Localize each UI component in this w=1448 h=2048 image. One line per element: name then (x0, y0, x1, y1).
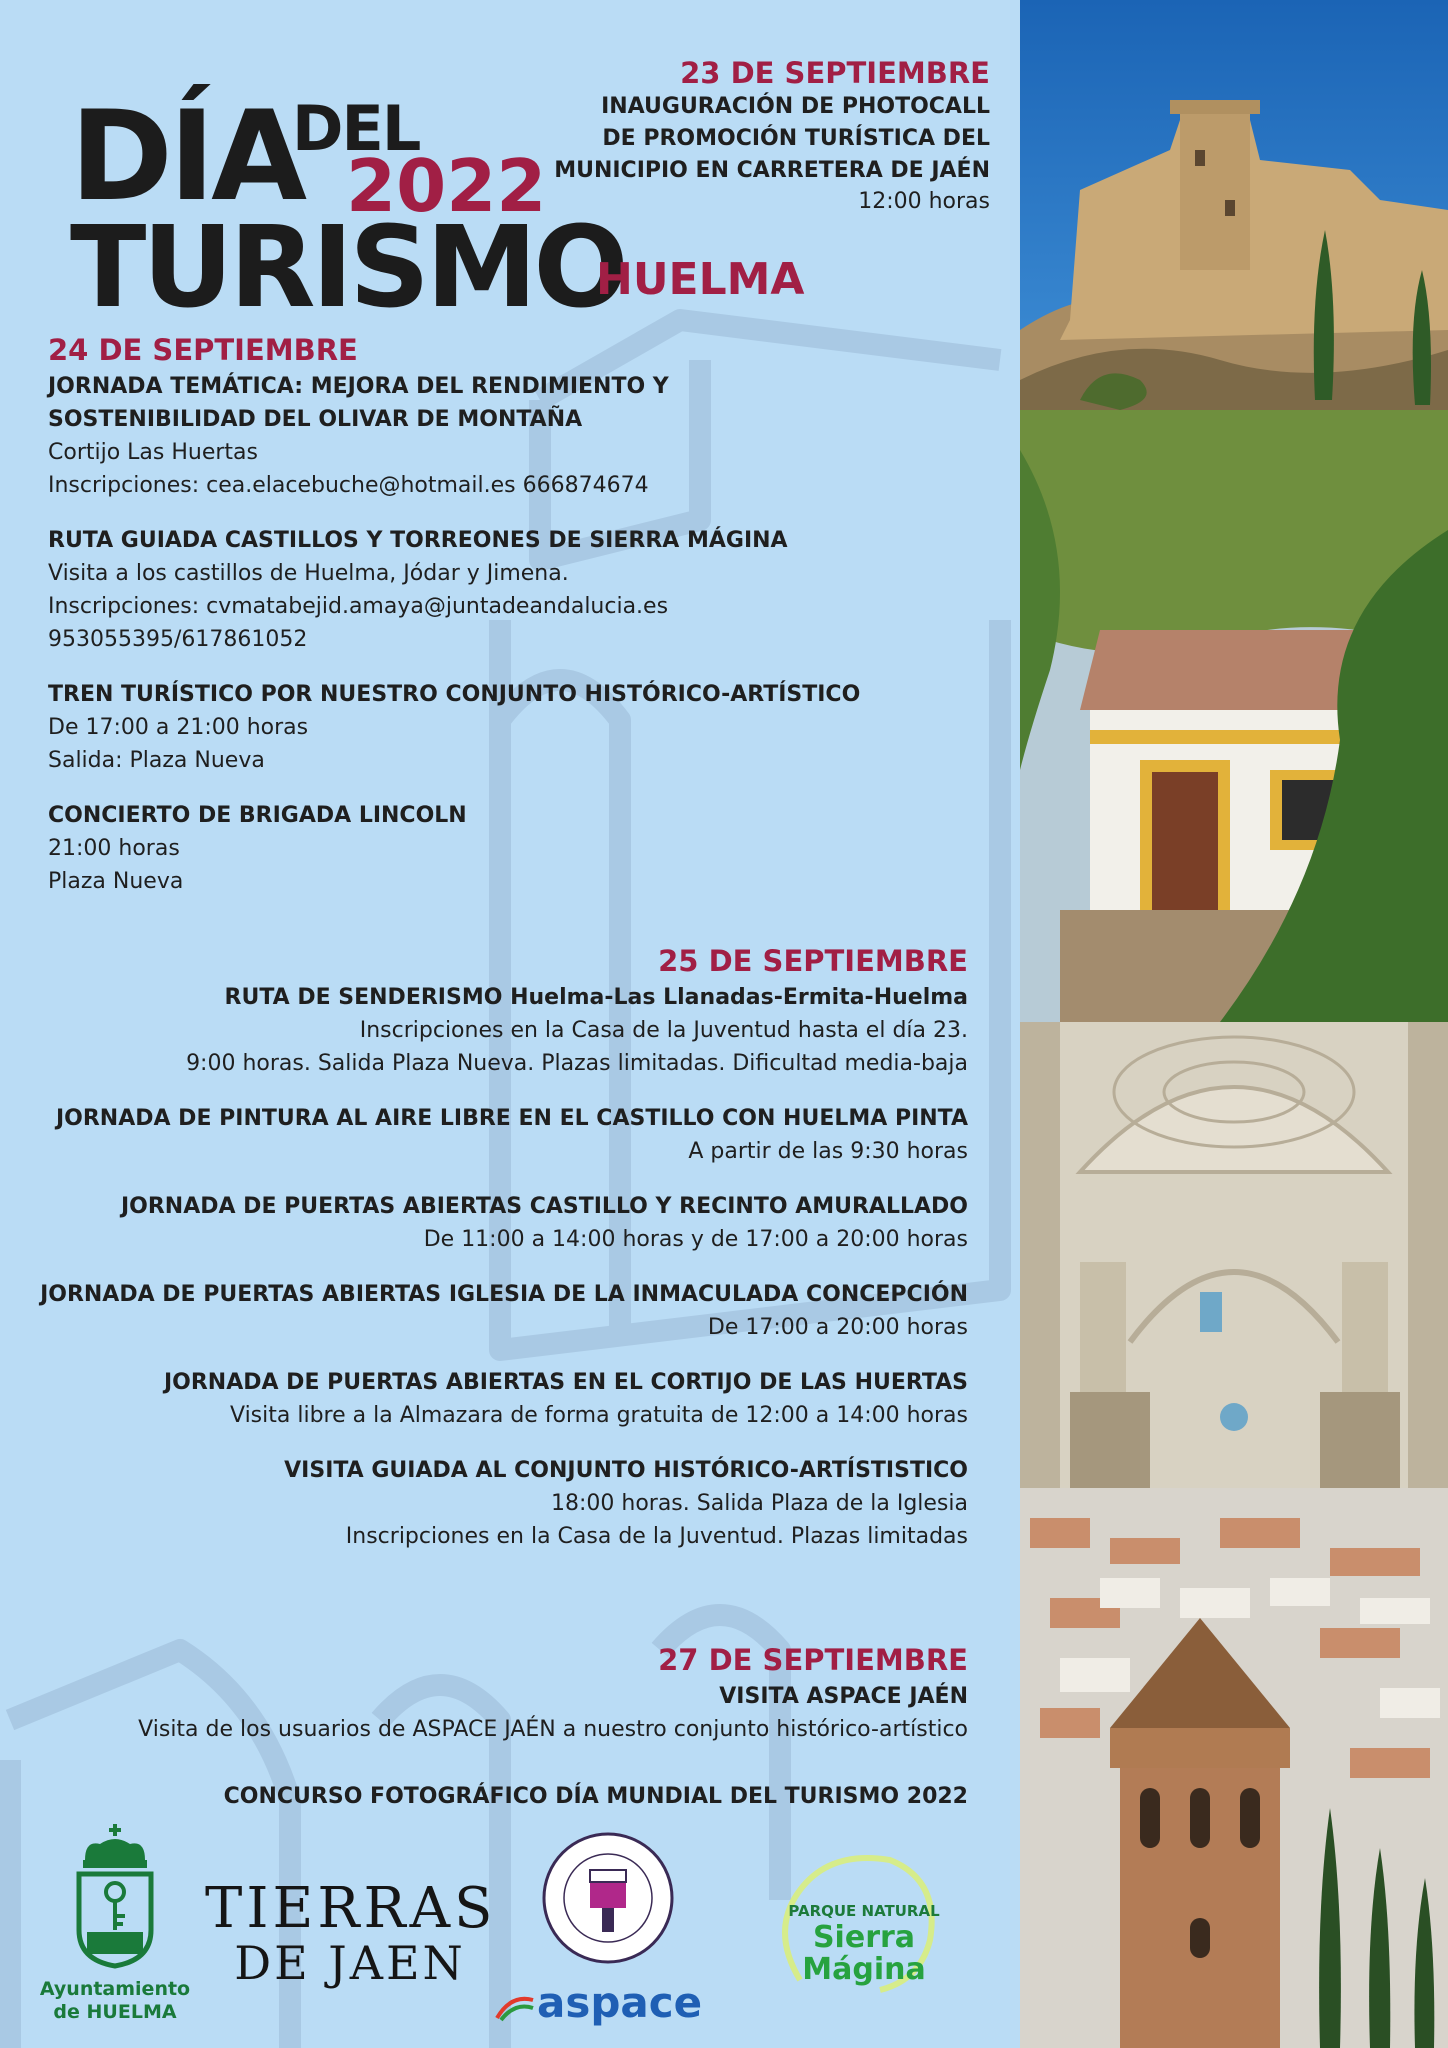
day23-date: 23 DE SEPTIEMBRE (680, 56, 990, 90)
day23-section (510, 56, 990, 218)
event-detail: 953055395/617861052 (48, 626, 308, 652)
event-item (48, 370, 978, 502)
logo-tierras-line1: TIERRAS (205, 1876, 497, 1941)
event-detail: Visita a los castillos de Huelma, Jódar y Jimena. (48, 560, 569, 586)
photo-column (1020, 0, 1448, 2048)
day23-title-line: INAUGURACIÓN DE PHOTOCALL (601, 93, 990, 119)
event-title: JORNADA DE PINTURA AL AIRE LIBRE EN EL CASTILLO CON HUELMA PINTA (55, 1105, 968, 1131)
event-detail: Inscripciones: cea.elacebuche@hotmail.es 666874674 (48, 472, 649, 498)
event-title: RUTA GUIADA CASTILLOS Y TORREONES DE SIERRA MÁGINA (48, 527, 788, 553)
title-turismo: TURISMO (70, 203, 625, 333)
contest-title: CONCURSO FOTOGRÁFICO DÍA MUNDIAL DEL TURISMO 2022 (223, 1784, 968, 1809)
day27-date: 27 DE SEPTIEMBRE (658, 1643, 968, 1677)
event-detail: 18:00 horas. Salida Plaza de la Iglesia (550, 1490, 968, 1516)
logo-asociacion-cultural (540, 1830, 676, 1966)
event-item (48, 799, 978, 898)
event-title: JORNADA DE PUERTAS ABIERTAS EN EL CORTIJO DE LAS HUERTAS (163, 1369, 968, 1395)
day27-section (8, 1643, 968, 1746)
day24-section (48, 333, 978, 920)
event-detail: Visita libre a la Almazara de forma gratuita de 12:00 a 14:00 horas (230, 1402, 968, 1428)
event-title: VISITA ASPACE JAÉN (719, 1683, 968, 1709)
title-del: DEL (292, 92, 420, 165)
event-detail: Inscripciones en la Casa de la Juventud. Plazas limitadas (345, 1523, 968, 1549)
day25-section (8, 944, 968, 1575)
event-item (8, 1366, 968, 1432)
day23-title-line: MUNICIPIO EN CARRETERA DE JAÉN (554, 157, 990, 183)
contest-section (8, 1780, 968, 1813)
logo-tierras-de-jaen (205, 1876, 497, 1990)
event-title: JORNADA DE PUERTAS ABIERTAS IGLESIA DE LA INMACULADA CONCEPCIÓN (40, 1281, 968, 1307)
event-item (8, 981, 968, 1080)
event-title: JORNADA TEMÁTICA: MEJORA DEL RENDIMIENTO Y (48, 373, 669, 399)
event-detail: De 17:00 a 20:00 horas (707, 1314, 968, 1340)
logo-parque-line3: Mágina (802, 1952, 926, 1987)
day25-date: 25 DE SEPTIEMBRE (658, 944, 968, 978)
event-detail: Plaza Nueva (48, 868, 184, 894)
event-item (8, 1454, 968, 1553)
day24-date: 24 DE SEPTIEMBRE (48, 333, 358, 367)
event-title: VISITA GUIADA AL CONJUNTO HISTÓRICO-ARTÍSTISTICO (284, 1457, 968, 1483)
logo-aspace-text: aspace (537, 1978, 703, 2027)
event-detail: Inscripciones: cvmatabejid.amaya@juntadeandalucia.es (48, 593, 669, 619)
aspace-swoosh-icon (495, 1992, 535, 2022)
event-item (8, 1278, 968, 1344)
photo-cortijo (1020, 410, 1448, 1022)
event-title: TREN TURÍSTICO POR NUESTRO CONJUNTO HISTÓRICO-ARTÍSTICO (48, 681, 861, 707)
logo-parque-natural-sierra-magina (760, 1840, 960, 2010)
event-item (48, 678, 978, 777)
title-place: HUELMA (596, 254, 805, 305)
logo-ayuntamiento-huelma (30, 1820, 200, 2040)
event-title: JORNADA DE PUERTAS ABIERTAS CASTILLO Y RECINTO AMURALLADO (120, 1193, 968, 1219)
event-detail: Inscripciones en la Casa de la Juventud hasta el día 23. (359, 1017, 968, 1043)
title-year: 2022 (346, 144, 547, 228)
logo-ayuntamiento-line2: de HUELMA (53, 2000, 177, 2023)
title-dia: DÍA (70, 85, 304, 229)
photo-town-tower (1020, 1488, 1448, 2048)
logo-parque-line1: PARQUE NATURAL (788, 1902, 940, 1920)
photo-church-interior (1020, 1022, 1448, 1488)
logo-tierras-line2: DE JAEN (234, 1935, 466, 1990)
day23-time: 12:00 horas (858, 189, 990, 215)
event-detail: De 17:00 a 21:00 horas (48, 714, 309, 740)
event-detail: 9:00 horas. Salida Plaza Nueva. Plazas limitadas. Dificultad media-baja (186, 1050, 968, 1076)
event-item (8, 1190, 968, 1256)
event-title: RUTA DE SENDERISMO Huelma-Las Llanadas-Ermita-Huelma (224, 984, 968, 1010)
event-detail: De 11:00 a 14:00 horas y de 17:00 a 20:00 horas (423, 1226, 968, 1252)
event-detail: Salida: Plaza Nueva (48, 747, 265, 773)
logo-aspace (495, 1978, 725, 2032)
day23-title-line: DE PROMOCIÓN TURÍSTICA DEL (602, 125, 990, 151)
event-detail: A partir de las 9:30 horas (688, 1138, 968, 1164)
event-item (8, 1102, 968, 1168)
event-detail: Cortijo Las Huertas (48, 439, 258, 465)
paint-brush-seal-icon (540, 1830, 676, 1966)
logo-parque-line2: Sierra (812, 1920, 916, 1955)
logo-ayuntamiento-line1: Ayuntamiento (39, 1978, 191, 2000)
coat-of-arms-icon (65, 1820, 165, 1970)
photo-castle (1020, 0, 1448, 410)
event-item (48, 524, 978, 656)
event-title: CONCIERTO DE BRIGADA LINCOLN (48, 802, 467, 828)
event-detail: Visita de los usuarios de ASPACE JAÉN a nuestro conjunto histórico-artístico (138, 1716, 968, 1742)
event-title: SOSTENIBILIDAD DEL OLIVAR DE MONTAÑA (48, 406, 583, 432)
event-detail: 21:00 horas (48, 835, 180, 861)
